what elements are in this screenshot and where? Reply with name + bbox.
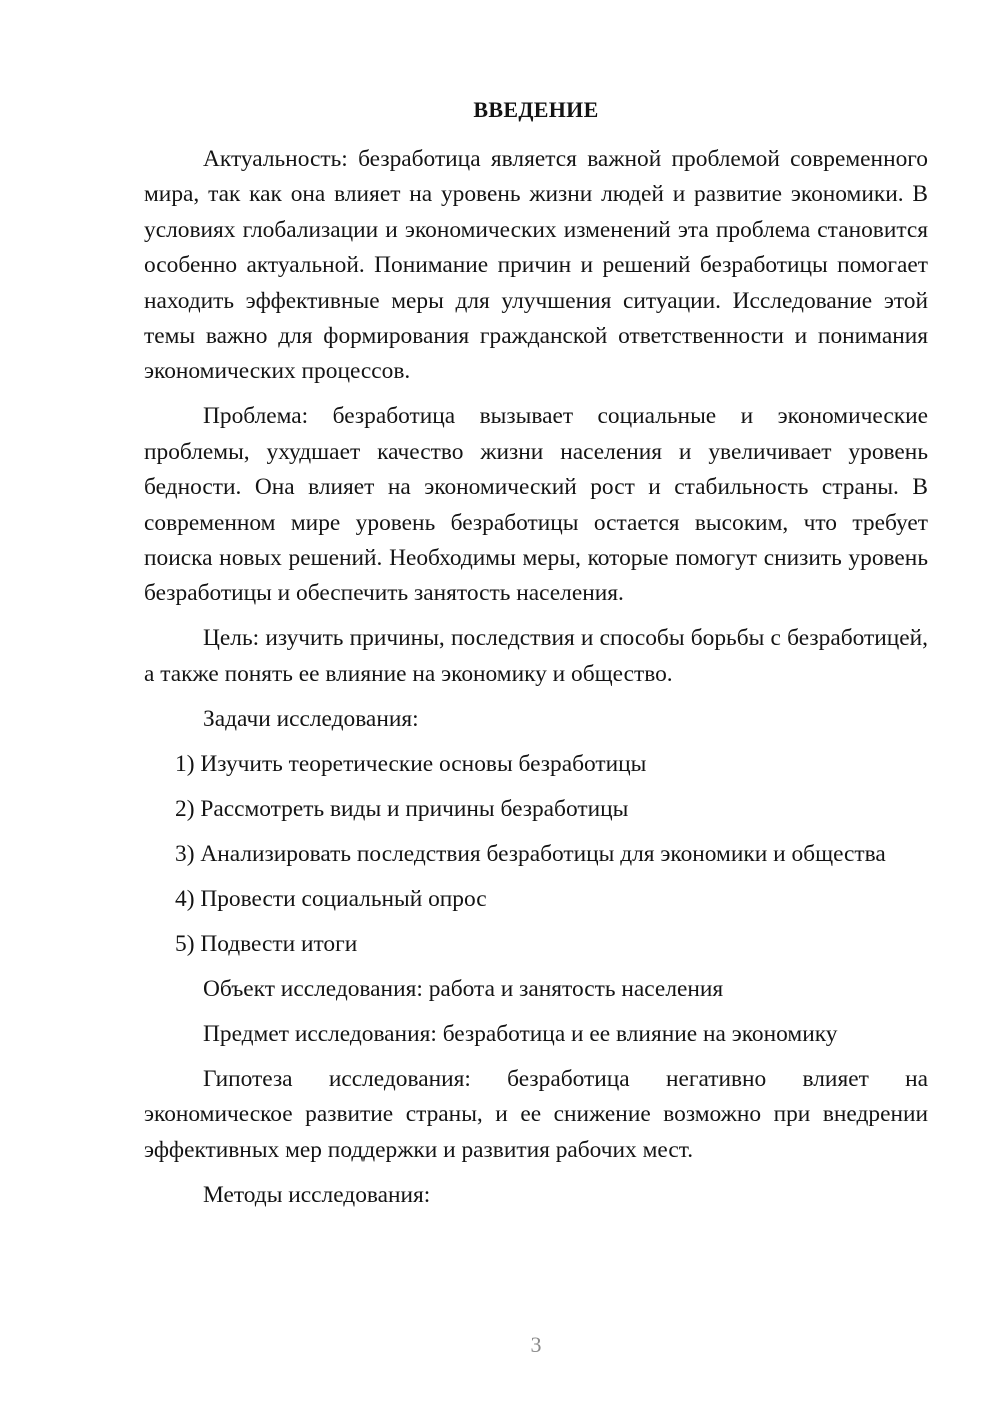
task-item-5: 5) Подвести итоги [175, 930, 358, 957]
paragraph-goal: Цель: изучить причины, последствия и способы борьбы с безработицей, а также понять ее влияние на экономику и общество. [144, 625, 928, 687]
paragraph-subject: Предмет исследования: безработица и ее влияние на экономику [203, 1020, 838, 1047]
methods-heading: Методы исследования: [203, 1181, 431, 1208]
paragraph-problem: Проблема: безработица вызывает социальные и экономические проблемы, ухудшает качество жизни населения и увеличивает уровень бедности. Она влияет на экономический рост и стабильность страны. В современном мире уровень безработицы остается высоким, что требует поиска новых решений. Необходимы меры, которые помогут снизить уровень безработицы и обеспечить занятость населения. [144, 403, 928, 607]
tasks-heading: Задачи исследования: [203, 705, 419, 732]
paragraph-hypothesis: Гипотеза исследования: безработица негативно влияет на экономическое развитие страны, и ее снижение возможно при внедрении эффективных мер поддержки и развития рабочих мест. [144, 1065, 928, 1163]
task-item-2: 2) Рассмотреть виды и причины безработицы [175, 795, 629, 822]
paragraph-relevance: Актуальность: безработица является важной проблемой современного мира, так как она влияет на уровень жизни людей и развитие экономики. В условиях глобализации и экономических изменений эта проблема становится особенно актуальной. Понимание причин и решений безработицы помогает находить эффективные меры для улучшения ситуации. Исследование этой темы важно для формирования гражданской ответственности и понимания экономических процессов. [144, 146, 928, 385]
paragraph-object: Объект исследования: работа и занятость населения [203, 975, 724, 1002]
document-body [144, 142, 928, 1213]
task-item-3: 3) Анализировать последствия безработицы для экономики и общества [175, 840, 886, 867]
page-number: 3 [530, 1332, 542, 1357]
task-item-1: 1) Изучить теоретические основы безработицы [175, 750, 647, 777]
task-item-4: 4) Провести социальный опрос [175, 885, 487, 912]
page-title: ВВЕДЕНИЕ [473, 97, 599, 122]
